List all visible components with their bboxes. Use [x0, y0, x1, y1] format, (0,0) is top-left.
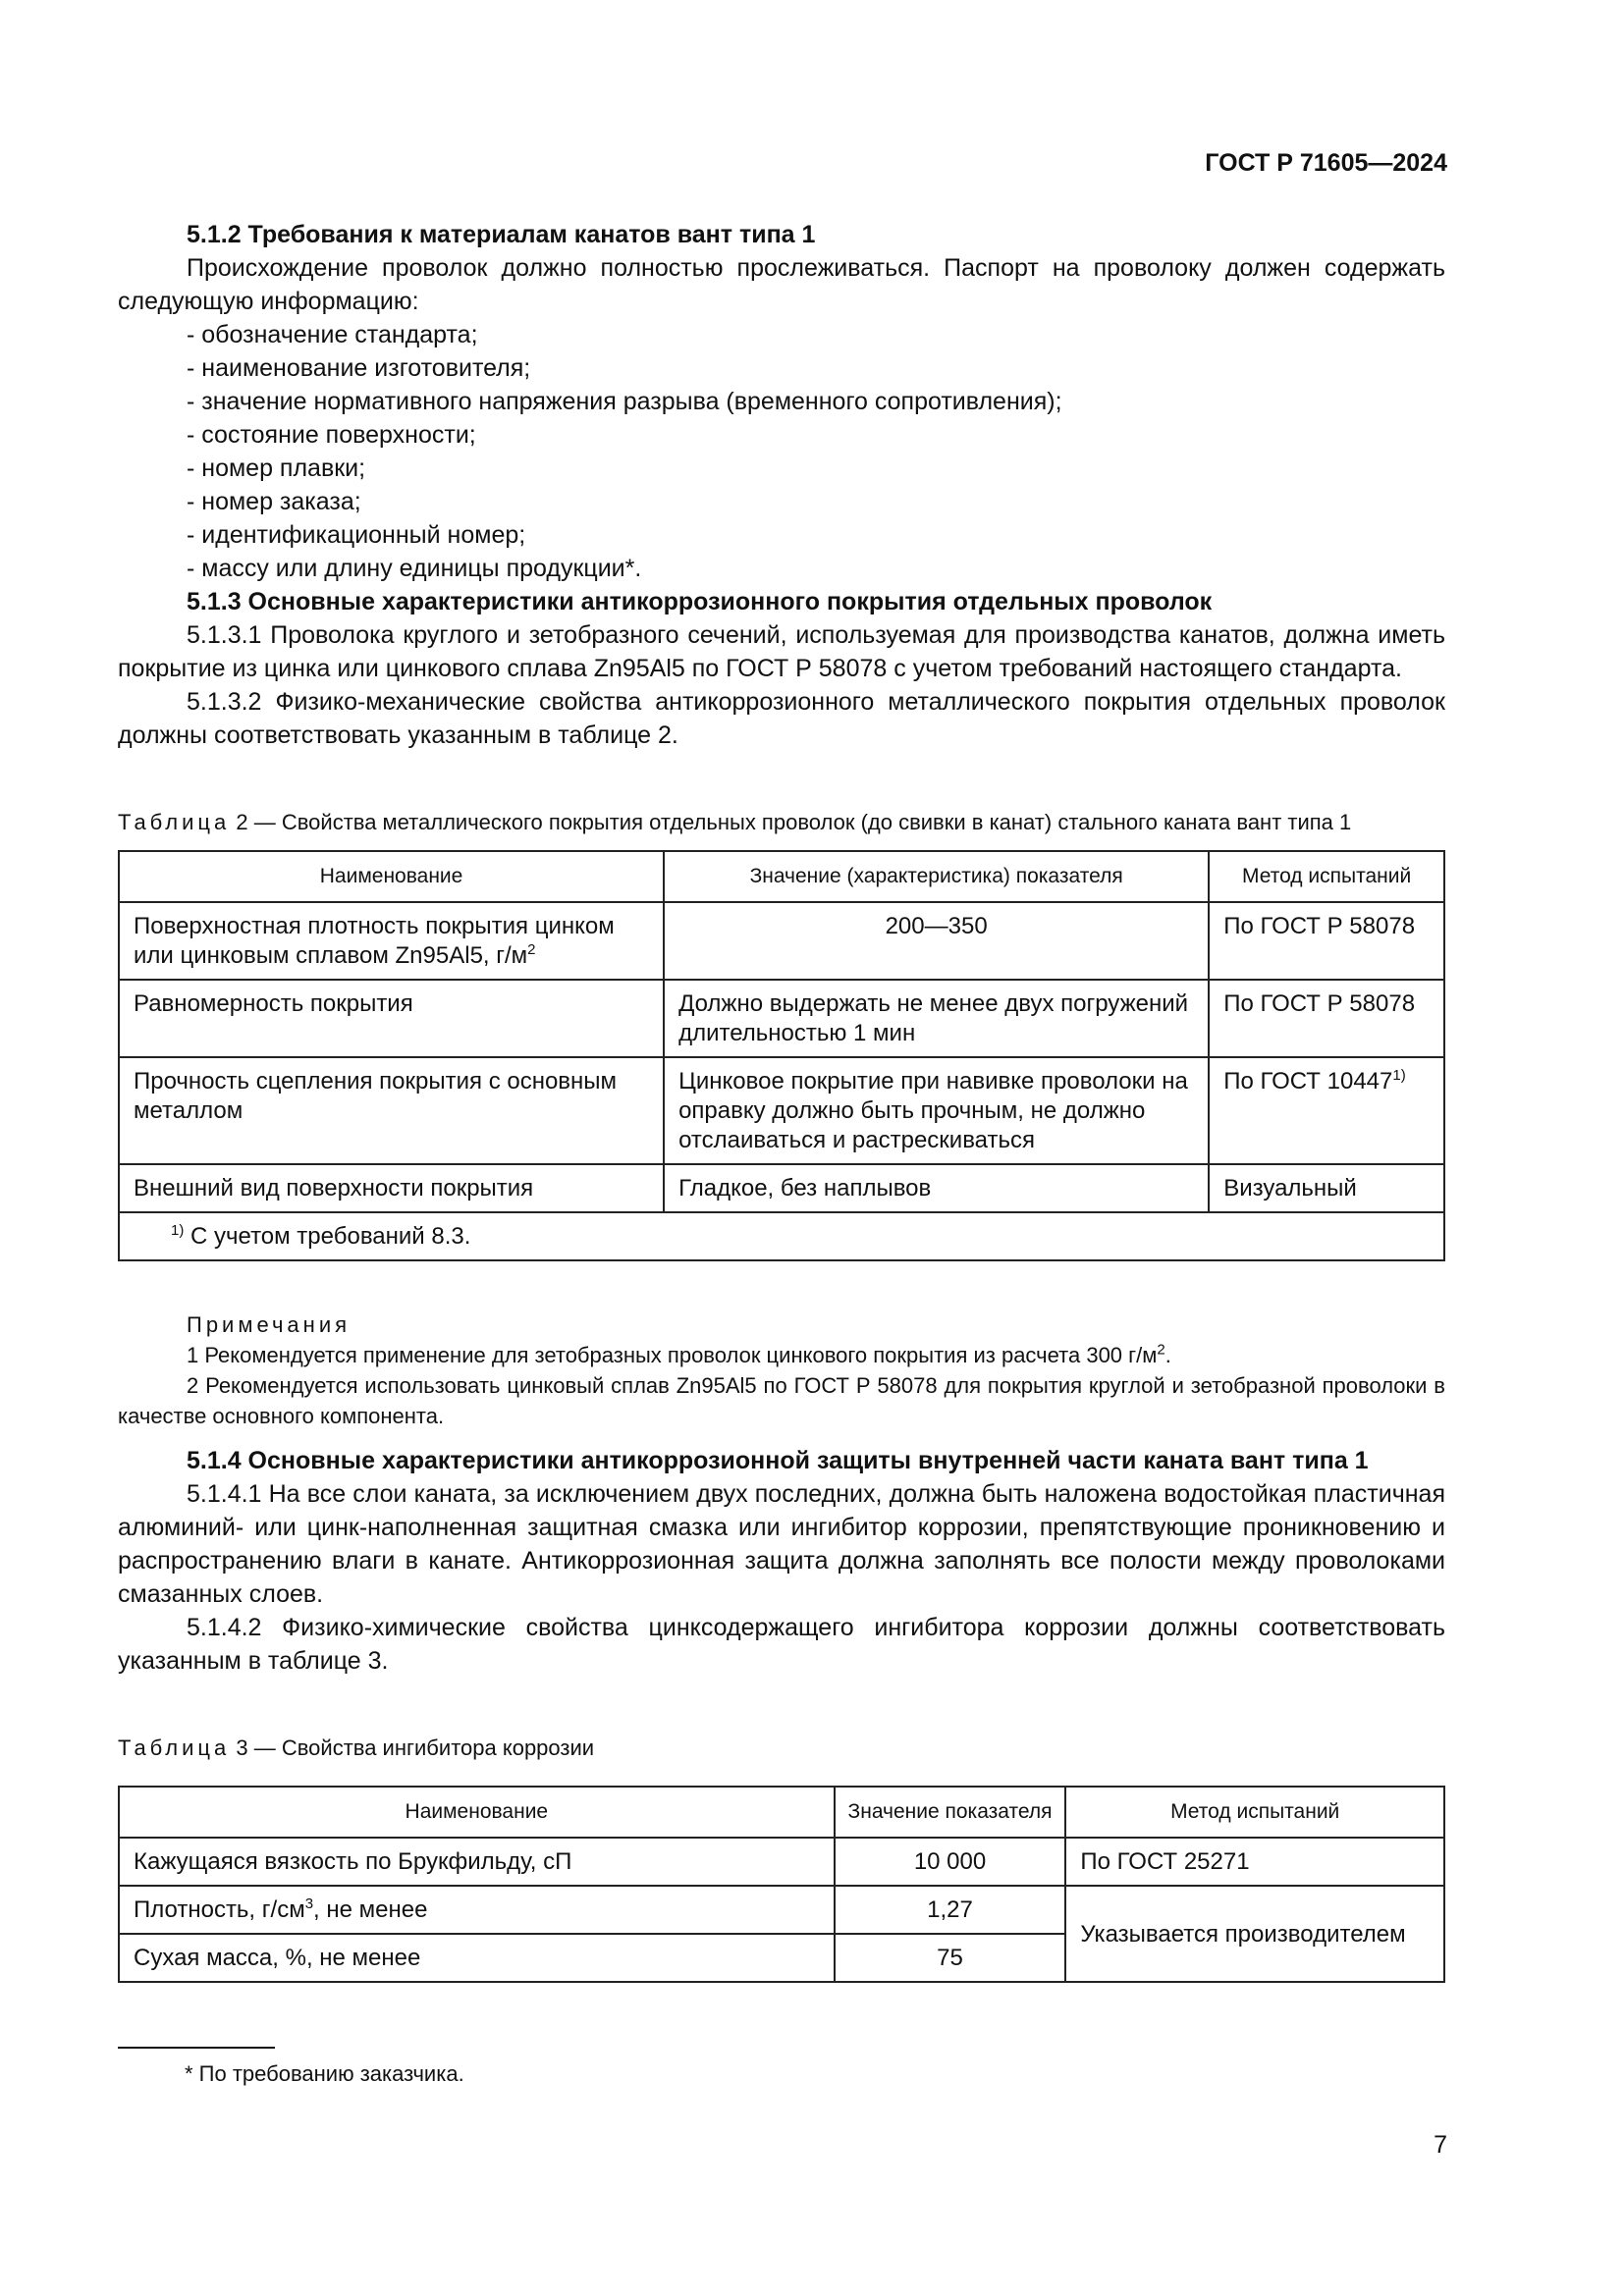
- table-label: Таблица: [118, 1735, 231, 1760]
- cell-method: По ГОСТ Р 58078: [1209, 980, 1444, 1057]
- cell-value: 1,27: [835, 1886, 1066, 1934]
- table-label: Таблица: [118, 810, 231, 834]
- list-item: - обозначение стандарта;: [187, 321, 478, 348]
- column-header: Наименование: [119, 851, 664, 902]
- note-2: 2 Рекомендуется использовать цинковый сплав Zn95Al5 по ГОСТ Р 58078 для покрытия круглой и зетобразной проволоки в качестве основного компонента.: [118, 1373, 1445, 1428]
- table-row: [119, 980, 1444, 1057]
- paragraph: 5.1.3.2 Физико-механические свойства антикоррозионного металлического покрытия отдельных проволок должны соответствовать указанным в таблице 2.: [118, 688, 1445, 749]
- table-caption-text: 2 — Свойства металлического покрытия отдельных проволок (до свивки в канат) стального каната вант типа 1: [230, 810, 1352, 834]
- cell-name: Сухая масса, %, не менее: [119, 1934, 835, 1982]
- column-header: Метод испытаний: [1065, 1787, 1444, 1838]
- table-2: [118, 850, 1445, 1261]
- table-row: [119, 1164, 1444, 1212]
- cell-method: По ГОСТ Р 58078: [1209, 902, 1444, 980]
- column-header: Метод испытаний: [1209, 851, 1444, 902]
- list-item: - состояние поверхности;: [187, 421, 476, 449]
- cell-value: 75: [835, 1934, 1066, 1982]
- note-1: 1 Рекомендуется применение для зетобразных проволок цинкового покрытия из расчета 300 $г/м^2$.: [187, 1341, 1171, 1367]
- paragraph: 5.1.4.2 Физико-химические свойства цинксодержащего ингибитора коррозии должны соответствовать указанным в таблице 3.: [118, 1614, 1445, 1675]
- cell-method: Визуальный: [1209, 1164, 1444, 1212]
- table-3: [118, 1786, 1445, 1983]
- table-2-block: [118, 807, 1445, 1261]
- column-header: Наименование: [119, 1787, 835, 1838]
- footnote-divider: [118, 2047, 275, 2049]
- cell-value: 10 000: [835, 1838, 1066, 1886]
- list-item: - идентификационный номер;: [187, 521, 526, 549]
- column-header: Значение показателя: [835, 1787, 1066, 1838]
- cell-method: По ГОСТ 10447$^{1)}$: [1209, 1057, 1444, 1164]
- cell-method: Указывается производителем: [1065, 1886, 1444, 1982]
- paragraph: 5.1.4.1 На все слои каната, за исключением двух последних, должна быть наложена водостойкая пластичная алюминий- или цинк-наполненная защитная смазка или ингибитор коррозии, препятствующие проникновению и распространению влаги в канате. Антикоррозионная защита должна заполнять все полости между проволоками смазанных слоев.: [118, 1480, 1445, 1608]
- table-caption: [118, 1733, 1445, 1763]
- table-footnote-row: [119, 1212, 1444, 1260]
- table-row: [119, 1886, 1444, 1934]
- notes-title: Примечания: [187, 1312, 352, 1337]
- page-footnote: * По требованию заказчика.: [185, 2061, 464, 2086]
- cell-value: Цинковое покрытие при навивке проволоки на оправку должно быть прочным, не должно отслаиваться и растрескиваться: [664, 1057, 1209, 1164]
- section-title: 5.1.2 Требования к материалам канатов вант типа 1: [187, 221, 816, 248]
- paragraph: Происхождение проволок должно полностью прослеживаться. Паспорт на проволоку должен содержать следующую информацию:: [118, 254, 1445, 315]
- page-number: 7: [1434, 2131, 1447, 2159]
- table-caption-text: 3 — Свойства ингибитора коррозии: [230, 1735, 595, 1760]
- table-header-row: [119, 851, 1444, 902]
- cell-name: Равномерность покрытия: [119, 980, 664, 1057]
- table-3-block: [118, 1733, 1445, 1983]
- table-row: [119, 1057, 1444, 1164]
- list-item: - массу или длину единицы продукции*.: [187, 555, 642, 582]
- section-title: 5.1.4 Основные характеристики антикоррозионной защиты внутренней части каната вант типа 1: [187, 1447, 1369, 1474]
- cell-name: Плотность, $г/см^3$, не менее: [119, 1886, 835, 1934]
- table-caption: [118, 807, 1445, 837]
- table-row: [119, 1838, 1444, 1886]
- list-item: - номер заказа;: [187, 488, 361, 515]
- section-5-1-4: [118, 1444, 1445, 1678]
- section-title: 5.1.3 Основные характеристики антикоррозионного покрытия отдельных проволок: [187, 588, 1213, 615]
- column-header: Значение (характеристика) показателя: [664, 851, 1209, 902]
- list-item: - номер плавки;: [187, 454, 366, 482]
- cell-name: Кажущаяся вязкость по Брукфильду, сП: [119, 1838, 835, 1886]
- cell-value: 200—350: [664, 902, 1209, 980]
- notes-block: [118, 1309, 1445, 1431]
- document-code: ГОСТ Р 71605—2024: [1205, 149, 1447, 177]
- cell-name: Прочность сцепления покрытия с основным металлом: [119, 1057, 664, 1164]
- paragraph: 5.1.3.1 Проволока круглого и зетобразного сечений, используемая для производства канатов, должна иметь покрытие из цинка или цинкового сплава Zn95Al5 по ГОСТ Р 58078 с учетом требований настоящего стандарта.: [118, 621, 1445, 682]
- list-item: - значение нормативного напряжения разрыва (временного сопротивления);: [187, 388, 1062, 415]
- table-footnote: $^{1)}$ С учетом требований 8.3.: [119, 1212, 1444, 1260]
- cell-value: Должно выдержать не менее двух погружений длительностью 1 мин: [664, 980, 1209, 1057]
- cell-value: Гладкое, без наплывов: [664, 1164, 1209, 1212]
- table-header-row: [119, 1787, 1444, 1838]
- cell-name: Внешний вид поверхности покрытия: [119, 1164, 664, 1212]
- section-5-1-2: [118, 218, 1445, 752]
- list-item: - наименование изготовителя;: [187, 354, 531, 382]
- cell-method: По ГОСТ 25271: [1065, 1838, 1444, 1886]
- cell-name: Поверхностная плотность покрытия цинком или цинковым сплавом Zn95Al5, $г/м^2$: [119, 902, 664, 980]
- table-row: [119, 902, 1444, 980]
